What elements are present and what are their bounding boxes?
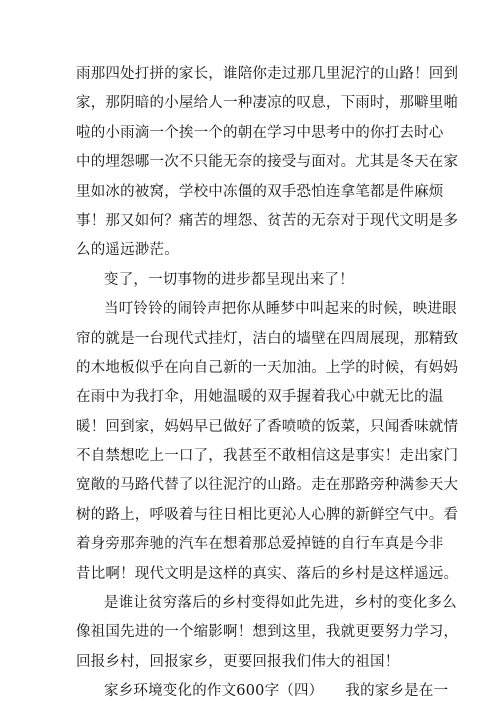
paragraph-first-line: 当叮铃铃的闹铃声把你从睡梦中叫起来的时候，映进眼 [104, 301, 457, 318]
text-line: 家，那阴暗的小屋给人一种凄凉的叹息，下雨时，那噼里啪 [76, 95, 459, 112]
text-line: 昔比啊！现代文明是这样的真实、落后的乡村是这样遥远。 [76, 565, 459, 582]
text-line: 暖！回到家，妈妈早已做好了香喷喷的饭菜，只闻香味就情 [76, 418, 459, 435]
text-line: 宽敞的马路代替了以往泥泞的山路。走在那路旁种满参天大 [76, 477, 459, 494]
text-line: 的木地板似乎在向自己新的一天加油。上学的时候，有妈妈 [76, 359, 459, 376]
text-line: 事！那又如何？痛苦的埋怨、贫苦的无奈对于现代文明是多 [76, 212, 459, 229]
paragraph-first-line: 是谁让贫穷落后的乡村变得如此先进，乡村的变化多么 [104, 595, 457, 612]
text-line: 树的路上，呼吸着与往日相比更沁人心脾的新鲜空气中。看 [76, 506, 459, 523]
text-line: 不自禁想吃上一口了，我甚至不敢相信这是事实！走出家门 [76, 448, 459, 465]
paragraph-first-line: 变了，一切事物的进步都呈现出来了！ [104, 271, 354, 288]
text-line: 啦的小雨滴一个挨一个的朝在学习中思考中的你打去时心 [76, 124, 444, 141]
text-line: 帘的就是一台现代式挂灯，洁白的墙壁在四周展现，那精致 [76, 330, 459, 347]
text-line: 在雨中为我打伞，用她温暖的双手握着我心中就无比的温 [76, 389, 444, 406]
text-line: 着身旁那奔驰的汽车在想着那总爱掉链的自行车真是今非 [76, 536, 444, 553]
text-line: 像祖国先进的一个缩影啊！想到这里，我就更要努力学习， [76, 624, 459, 641]
essay-heading-line [76, 677, 449, 706]
essay-body [76, 60, 459, 707]
heading-continuation: 我的家乡是在一 [345, 683, 449, 700]
text-line: 回报乡村，回报家乡，更要回报我们伟大的祖国！ [76, 653, 400, 670]
essay-heading: 家乡环境变化的作文600字（四） [104, 683, 324, 700]
text-line: 雨那四处打拼的家长，谁陪你走过那几里泥泞的山路！回到 [76, 66, 459, 82]
text-line: 中的埋怨哪一次不只能无奈的接受与面对。尤其是冬天在家 [76, 154, 459, 171]
text-line: 里如冰的被窝，学校中冻僵的双手恐怕连拿笔都是件麻烦 [76, 183, 444, 200]
text-line: 么的遥远渺茫。 [76, 242, 179, 259]
